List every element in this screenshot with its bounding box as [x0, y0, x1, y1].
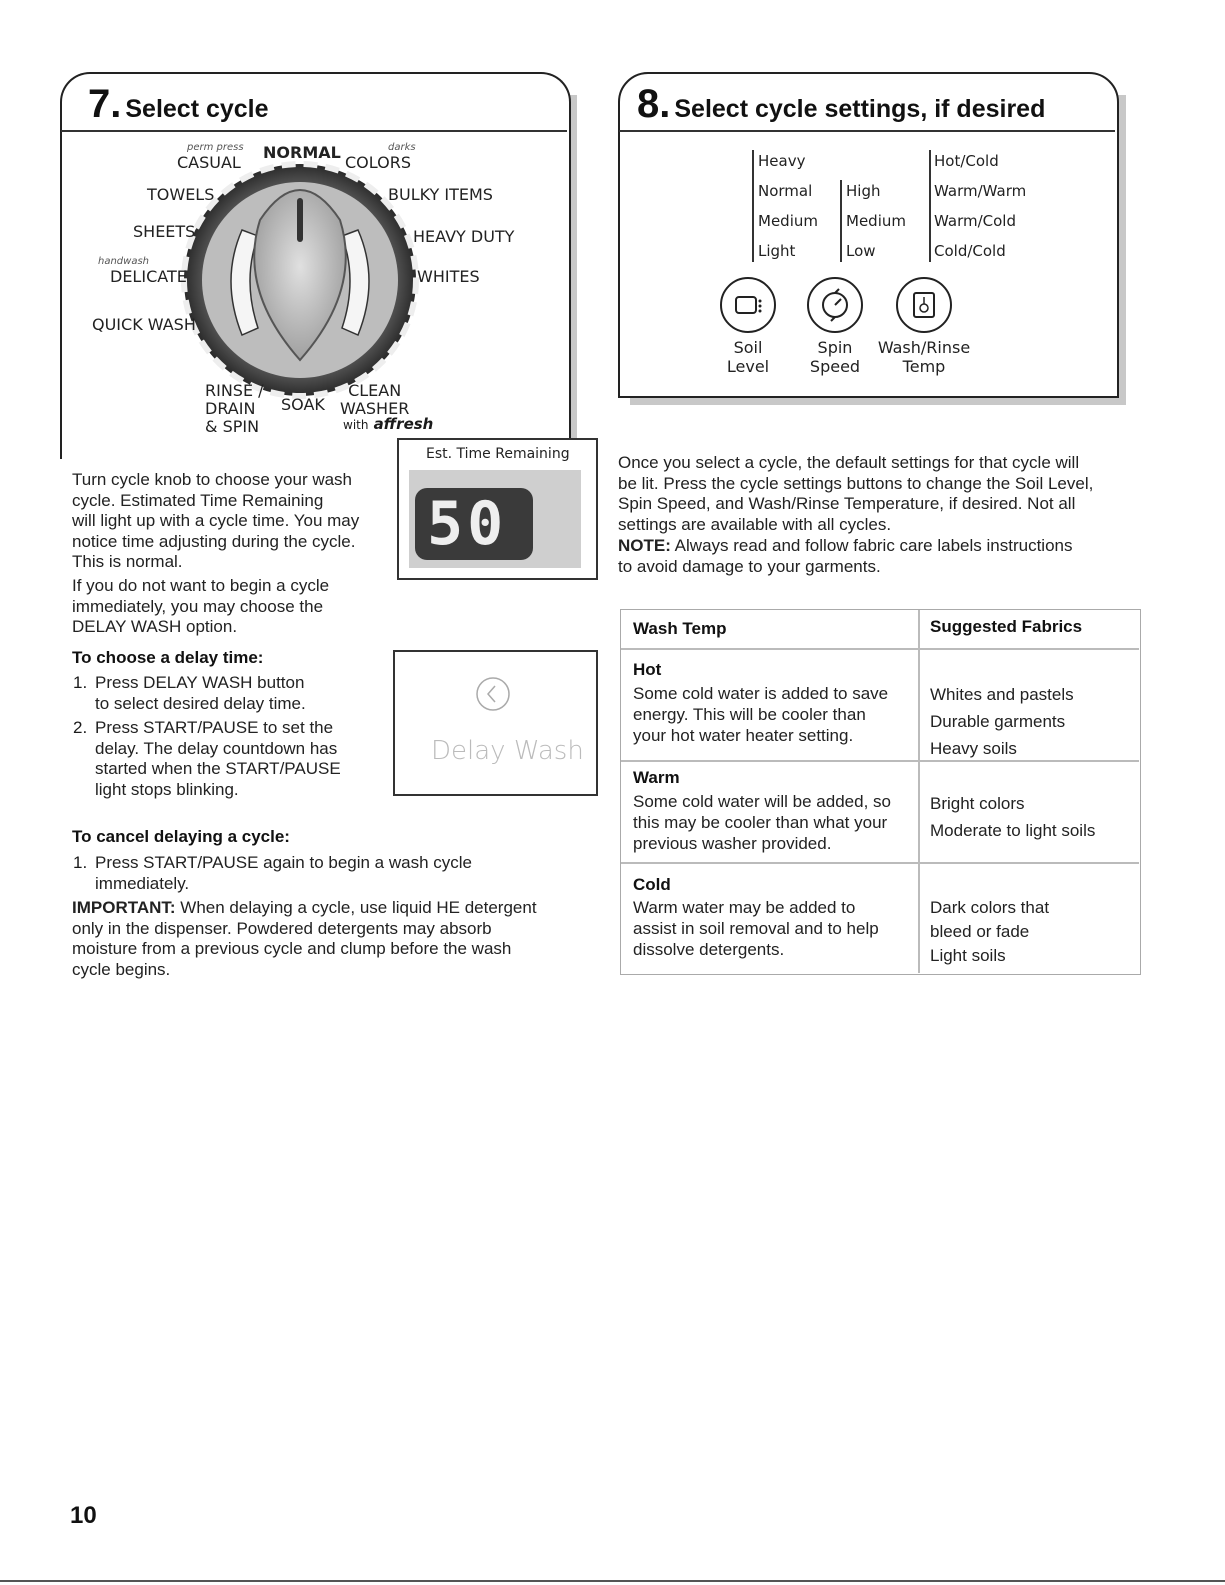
time-remaining-display — [397, 438, 598, 580]
dial-label-delicate[interactable]: DELICATE — [110, 267, 187, 286]
dial-label-soak[interactable]: SOAK — [281, 395, 325, 414]
cycle-knob-icon[interactable] — [180, 160, 420, 400]
delay-intro-text: If you do not want to begin a cycle immediately, you may choose the DELAY WASH option. — [72, 576, 330, 636]
dial-label-towels[interactable]: TOWELS — [147, 185, 215, 204]
dial-label-casual[interactable]: CASUAL — [177, 153, 241, 172]
delay-clock-icon — [473, 674, 513, 714]
dial-label-normal[interactable]: NORMAL — [263, 143, 341, 162]
spin-option: Low — [846, 242, 876, 260]
cancel-delay-heading: To cancel delaying a cycle: — [72, 827, 290, 846]
dial-label-handwash: handwash — [98, 256, 150, 267]
soil-option: Light — [758, 242, 796, 260]
cycle-intro-text: Turn cycle knob to choose your wash cycle. Estimated Time Remaining will light up with a cycle time. You may notice time adjusting during the cycle. This is normal. — [72, 470, 360, 571]
temp-option: Cold/Cold — [934, 242, 1006, 260]
dial-label-rinse-drain-spin[interactable]: RINSE / DRAIN & SPIN — [205, 381, 264, 436]
dial-label-heavy-duty[interactable]: HEAVY DUTY — [413, 227, 515, 246]
settings-note: NOTE: Always read and follow fabric care labels instructions to avoid damage to your garments. — [618, 536, 1073, 576]
spin-speed-label: Spin Speed — [809, 338, 861, 376]
soil-level-label: Soil Level — [726, 338, 770, 376]
row-temp: Cold — [633, 875, 671, 894]
delay-wash-panel[interactable] — [393, 650, 598, 796]
dial-label-with-affresh: with affresh — [343, 415, 434, 433]
dial-label-colors[interactable]: COLORS — [345, 153, 411, 172]
soil-option: Heavy — [758, 152, 806, 170]
spin-option: Medium — [846, 212, 906, 230]
row-temp: Warm — [633, 768, 680, 787]
row-temp: Hot — [633, 660, 662, 679]
dial-label-sheets[interactable]: SHEETS — [133, 222, 196, 241]
time-remaining-label: Est. Time Remaining — [426, 446, 570, 462]
table-header-suggested-fabrics: Suggested Fabrics — [930, 617, 1083, 636]
soil-level-button-icon[interactable] — [718, 275, 778, 335]
temp-option: Hot/Cold — [934, 152, 999, 170]
table-header-wash-temp: Wash Temp — [633, 619, 727, 638]
spin-option: High — [846, 182, 881, 200]
section-7-title: 7. Select cycle — [88, 82, 269, 126]
soil-option: Normal — [758, 182, 813, 200]
dial-label-whites[interactable]: WHITES — [417, 267, 480, 286]
settings-body-text: Once you select a cycle, the default settings for that cycle will be lit. Press the cycle settings buttons to change the Soil Level, Spin Speed, and Wash/Rinse Temperature, if desired. Not all settings are available with all cycles. — [618, 453, 1094, 534]
choose-delay-heading: To choose a delay time: — [72, 648, 264, 667]
dial-label-perm-press: perm press — [187, 142, 244, 153]
page-number: 10 — [70, 1502, 97, 1529]
delay-wash-label: Delay Wash — [431, 736, 584, 766]
important-note: IMPORTANT: When delaying a cycle, use liquid HE detergent only in the dispenser. Powdered detergents may absorb moisture from a previous cycle and clump before the wash cycle begins. — [72, 898, 537, 979]
digit-value: 50 — [427, 489, 508, 559]
temp-option: Warm/Warm — [934, 182, 1027, 200]
wash-rinse-temp-button-icon[interactable] — [894, 275, 954, 335]
temp-option: Warm/Cold — [934, 212, 1016, 230]
section-8-title: 8. Select cycle settings, if desired — [637, 82, 1046, 126]
wash-rinse-temp-label: Wash/Rinse Temp — [877, 338, 971, 376]
dial-label-clean-washer[interactable]: CLEAN WASHER — [340, 381, 410, 418]
dial-label-quick-wash[interactable]: QUICK WASH — [92, 315, 196, 334]
dial-label-darks: darks — [388, 142, 416, 153]
dial-label-bulky-items[interactable]: BULKY ITEMS — [388, 185, 493, 204]
soil-option: Medium — [758, 212, 818, 230]
spin-speed-button-icon[interactable] — [805, 275, 865, 335]
